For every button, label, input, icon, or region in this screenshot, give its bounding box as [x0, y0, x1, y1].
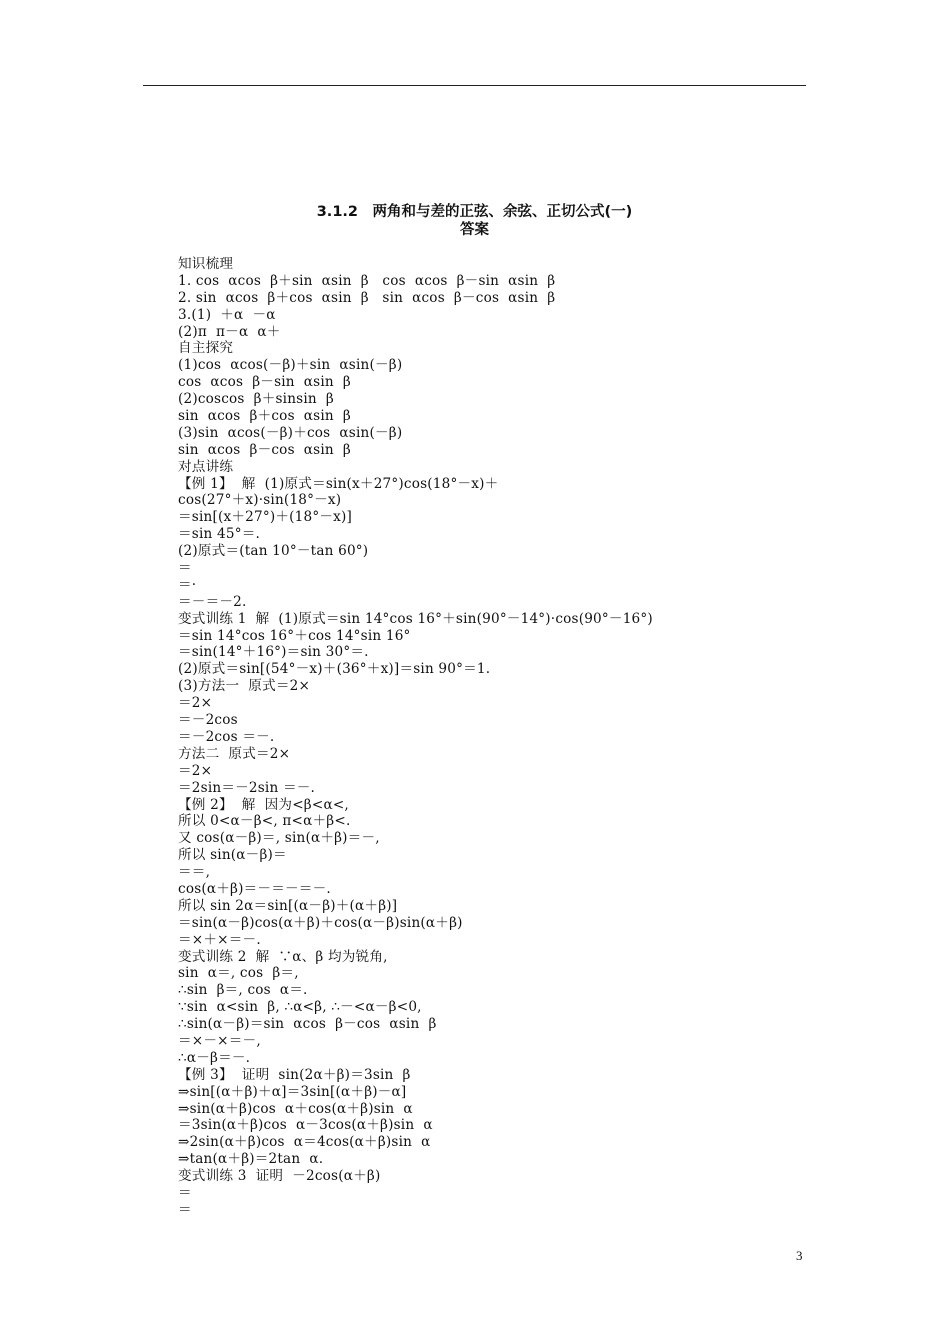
- text-line: 对点讲练: [178, 458, 234, 475]
- text-line: ＝－2cos ＝－.: [178, 728, 275, 745]
- answer-body: [178, 256, 818, 1219]
- text-line: ＝: [178, 1201, 192, 1218]
- text-line: ＝－＝－2.: [178, 593, 247, 610]
- title-line-1: 3.1.2 两角和与差的正弦、余弦、正切公式(一): [316, 204, 633, 220]
- text-line: 变式训练 3 证明 －2cos(α＋β): [178, 1168, 381, 1185]
- text-line: cos(α＋β)＝－＝－＝－.: [178, 880, 331, 897]
- text-line: ∴α－β＝－.: [178, 1049, 251, 1066]
- text-line: 自主探究: [178, 340, 234, 357]
- text-line: (2)原式＝sin[(54°－x)＋(36°＋x)]＝sin 90°＝1.: [178, 661, 491, 678]
- text-line: ＝2×: [178, 695, 213, 712]
- text-line: 【例 3】 证明 sin(2α＋β)＝3sin β: [178, 1066, 411, 1083]
- text-line: ＝×＋×＝－.: [178, 931, 261, 948]
- text-line: ＝sin 45°＝.: [178, 526, 261, 543]
- text-line: ＝·: [178, 576, 197, 593]
- text-line: ∴sin β＝, cos α＝.: [178, 982, 308, 999]
- page-number: 3: [796, 1248, 803, 1263]
- text-line: (2)原式＝(tan 10°－tan 60°): [178, 543, 369, 560]
- text-line: (2)coscos β＋sinsin β: [178, 391, 334, 408]
- text-line: ＝3sin(α＋β)cos α－3cos(α＋β)sin α: [178, 1117, 433, 1134]
- text-line: 3.(1) ＋α －α: [178, 306, 276, 323]
- text-line: ∵sin α<sin β, ∴α<β, ∴－<α－β<0,: [178, 999, 422, 1016]
- text-line: 方法二 原式＝2×: [178, 745, 291, 762]
- page-title: [143, 203, 806, 239]
- text-line: 所以 0<α－β<, π<α＋β<.: [178, 813, 351, 830]
- text-line: ＝sin 14°cos 16°＋cos 14°sin 16°: [178, 627, 411, 644]
- text-line: 1. cos αcos β＋sin αsin β cos αcos β－sin αsin β: [178, 272, 556, 289]
- text-line: ⇒sin(α＋β)cos α＋cos(α＋β)sin α: [178, 1100, 413, 1117]
- text-line: ＝: [178, 560, 192, 577]
- text-line: ＝sin[(x＋27°)＋(18°－x)]: [178, 509, 352, 526]
- text-line: cos αcos β－sin αsin β: [178, 374, 351, 391]
- text-line: ＝＝,: [178, 864, 211, 881]
- text-line: (1)cos αcos(－β)＋sin αsin(－β): [178, 357, 403, 374]
- text-line: 变式训练 1 解 (1)原式＝sin 14°cos 16°＋sin(90°－14°)·cos(90°－16°): [178, 610, 653, 627]
- text-line: ⇒sin[(α＋β)＋α]＝3sin[(α＋β)－α]: [178, 1083, 407, 1100]
- header-rule: [143, 85, 806, 86]
- text-line: (2)π π－α α＋: [178, 323, 281, 340]
- text-line: 变式训练 2 解 ∵α、β 均为锐角,: [178, 948, 388, 965]
- text-line: sin αcos β－cos αsin β: [178, 441, 351, 458]
- text-line: (3)sin αcos(－β)＋cos αsin(－β): [178, 424, 403, 441]
- text-line: ＝: [178, 1184, 192, 1201]
- text-line: ＝2×: [178, 762, 213, 779]
- text-line: ⇒2sin(α＋β)cos α＝4cos(α＋β)sin α: [178, 1134, 431, 1151]
- text-line: 所以 sin 2α＝sin[(α－β)＋(α＋β)]: [178, 897, 398, 914]
- text-line: ＝sin(α－β)cos(α＋β)＋cos(α－β)sin(α＋β): [178, 914, 463, 931]
- text-line: (3)方法一 原式＝2×: [178, 678, 311, 695]
- text-line: sin α＝, cos β＝,: [178, 965, 299, 982]
- text-line: ＝－2cos: [178, 712, 238, 729]
- text-line: 所以 sin(α－β)＝: [178, 847, 287, 864]
- text-line: 【例 2】 解 因为<β<α<,: [178, 796, 349, 813]
- text-line: sin αcos β＋cos αsin β: [178, 408, 351, 425]
- text-line: ＝sin(14°＋16°)＝sin 30°＝.: [178, 644, 369, 661]
- text-line: ⇒tan(α＋β)＝2tan α.: [178, 1151, 324, 1168]
- text-line: ＝×－×＝－,: [178, 1032, 261, 1049]
- title-line-2: 答案: [460, 222, 489, 238]
- text-line: 知识梳理: [178, 256, 234, 272]
- text-line: cos(27°＋x)·sin(18°－x): [178, 492, 342, 509]
- text-line: 2. sin αcos β＋cos αsin β sin αcos β－cos αsin β: [178, 289, 556, 306]
- text-line: 【例 1】 解 (1)原式＝sin(x＋27°)cos(18°－x)＋: [178, 475, 499, 492]
- text-line: ∴sin(α－β)＝sin αcos β－cos αsin β: [178, 1016, 437, 1033]
- text-line: ＝2sin＝－2sin ＝－.: [178, 779, 316, 796]
- text-line: 又 cos(α－β)＝, sin(α＋β)＝－,: [178, 830, 380, 847]
